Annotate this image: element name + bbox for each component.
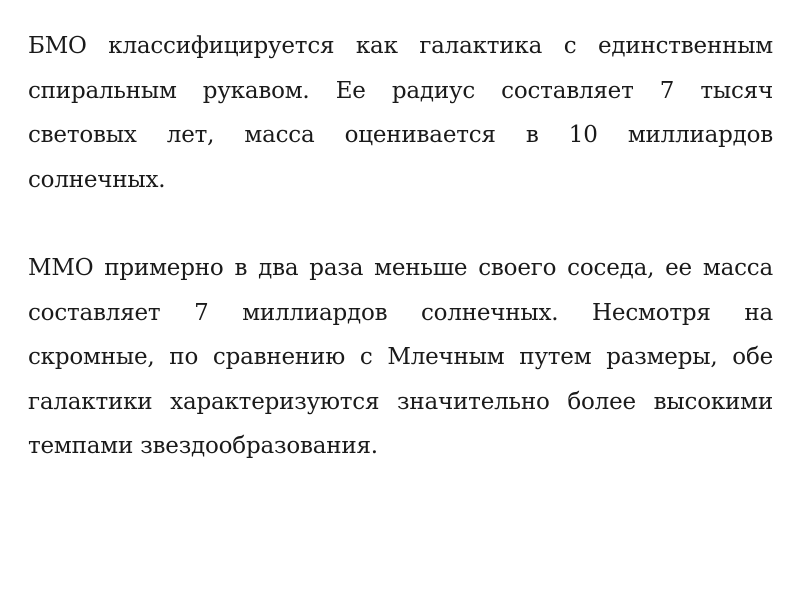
paragraph-smc: ММО примерно в два раза меньше своего соседа, ее масса составляет 7 миллиардов солнечных. Несмотря на скромные, по сравнению с Млечным путем размеры, обе галактики характеризуются значительно более высокими темпами звездообразования. <box>28 255 773 459</box>
paragraph-lmc: БМО классифицируется как галактика с единственным спиральным рукавом. Ее радиус составляет 7 тысяч световых лет, масса оценивается в 10 миллиардов солнечных. <box>28 33 773 193</box>
